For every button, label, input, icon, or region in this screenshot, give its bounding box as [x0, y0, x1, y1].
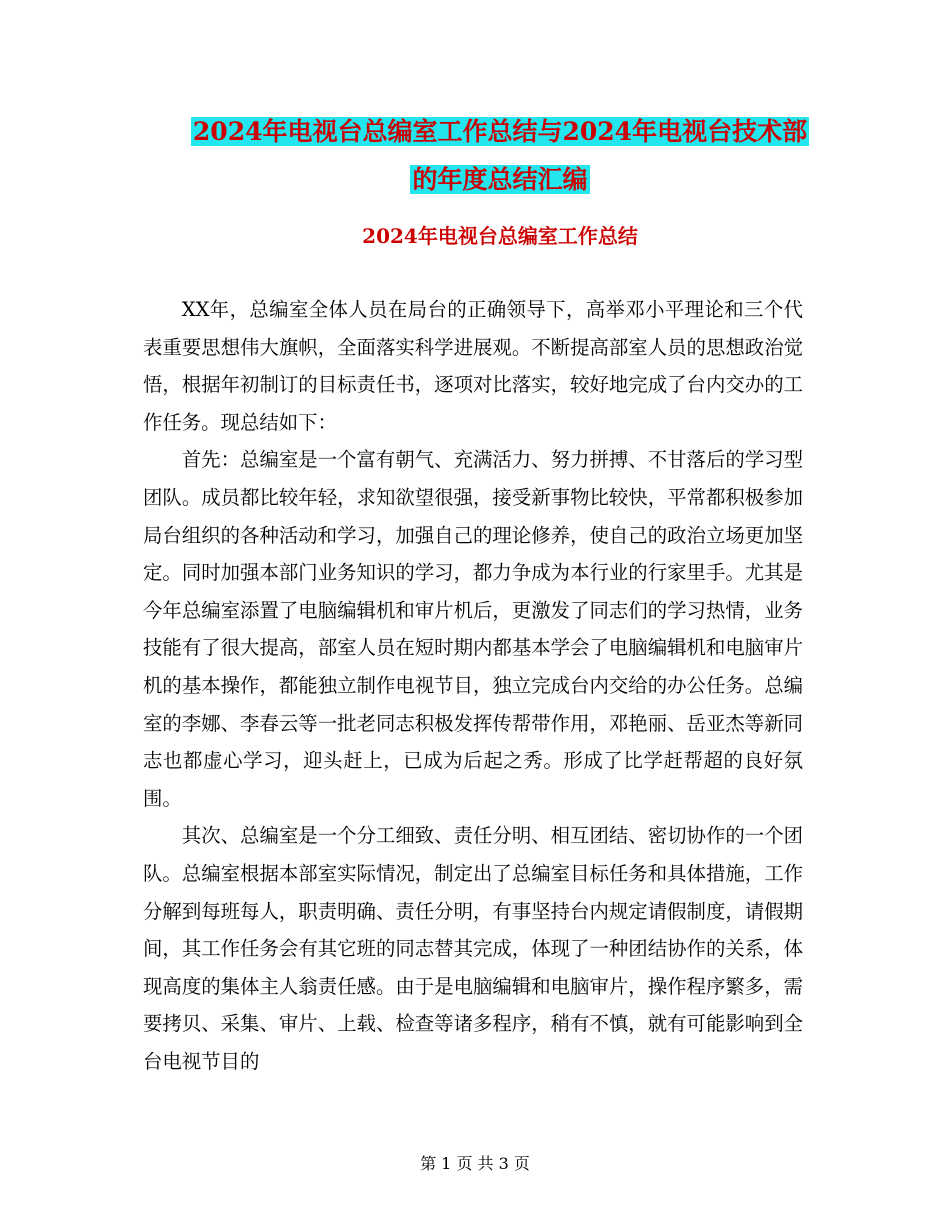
paragraph: XX年，总编室全体人员在局台的正确领导下，高举邓小平理论和三个代表重要思想伟大旗帜，全面落实科学进展观。不断提高部室人员的思想政治觉悟，根据年初制订的目标责任书，逐项对比落实，较好地完成了台内交办的工作任务。现总结如下：	[143, 298, 803, 434]
paragraph: 首先：总编室是一个富有朝气、充满活力、努力拼搏、不甘落后的学习型团队。成员都比较年轻，求知欲望很强，接受新事物比较快，平常都积极参加局台组织的各种活动和学习，加强自己的理论修养，使自己的政治立场更加坚定。同时加强本部门业务知识的学习，都力争成为本行业的行家里手。尤其是今年总编室添置了电脑编辑机和审片机后，更激发了同志们的学习热情，业务技能有了很大提高，部室人员在短时期内都基本学会了电脑编辑机和电脑审片机的基本操作，都能独立制作电视节目，独立完成台内交给的办公任务。总编室的李娜、李春云等一批老同志积极发挥传帮带作用，邓艳丽、岳亚杰等新同志也都虚心学习，迎头赶上，已成为后起之秀。形成了比学赶帮超的良好氛围。	[143, 448, 803, 810]
page-footer: 第 1 页 共 3 页	[420, 1154, 530, 1173]
title-line-1: 2024年电视台总编室工作总结与2024年电视台技术部	[192, 117, 808, 146]
section-title: 2024年电视台总编室工作总结	[362, 224, 638, 248]
paragraph: 其次、总编室是一个分工细致、责任分明、相互团结、密切协作的一个团队。总编室根据本部室实际情况，制定出了总编室目标任务和具体措施，工作分解到每班每人，职责明确、责任分明，有事坚持台内规定请假制度，请假期间，其工作任务会有其它班的同志替其完成，体现了一种团结协作的关系，体现高度的集体主人翁责任感。由于是电脑编辑和电脑审片，操作程序繁多，需要拷贝、采集、审片、上载、检查等诸多程序，稍有不慎，就有可能影响到全台电视节目的	[143, 824, 803, 1073]
document-title	[140, 108, 860, 204]
title-line-2: 的年度总结汇编	[412, 165, 588, 194]
document-body	[143, 291, 803, 1080]
